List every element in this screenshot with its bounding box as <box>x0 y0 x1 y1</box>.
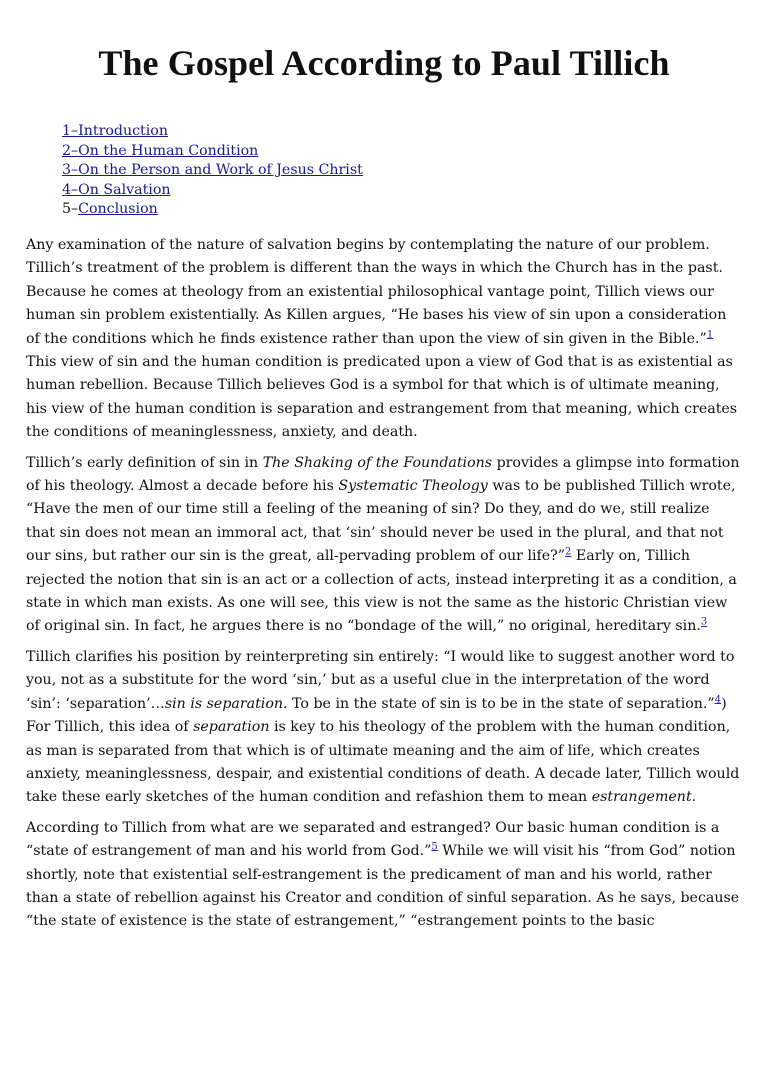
emphasis-estrangement: estrangement <box>591 789 692 806</box>
toc-number-conclusion: 5– <box>62 201 79 218</box>
footnote-link-5[interactable]: 5 <box>431 841 438 853</box>
body-paragraph-2: Tillich’s early definition of sin in The Shaking of the Foundations provides a glimpse into formation of his theology. Almost a decade before his Systematic Theology was to be published Tillich wrote, “Have the men of our time still a feeling of the meaning of sin? Do they, and do we, still realize that sin does not mean an immoral act, that ‘sin’ should never be used in the plural, and that not our sins, but rather our sin is the great, all-pervading problem of our life?”$^2$ Early on, Tillich rejected the notion that sin is an act or a collection of acts, instead interpreting it as a condition, a state in which man exists. As one will see, this view is not the same as the historic Christian view of original sin. In fact, he argues there is no “bondage of the will,” no original, hereditary sin.$^3$ <box>26 454 740 635</box>
toc-link-conclusion[interactable]: Conclusion <box>78 201 158 218</box>
toc-link-salvation[interactable]: 4–On Salvation <box>62 181 171 198</box>
toc-link-human-condition[interactable]: 2–On the Human Condition <box>62 142 259 159</box>
footnote-ref-1 <box>707 329 713 340</box>
body-paragraph-4: According to Tillich from what are we separated and estranged? Our basic human condition is a “state of estrangement of man and his world from God.”$^5$ While we will visit his “from God” notion shortly, note that existential self-estrangement is the predicament of man and his world, rather than a state of rebellion against his Creator and condition of sinful separation. As he says, because “the state of existence is the state of estrangement,” “estrangement points to the basic <box>26 819 740 930</box>
book-title-shaking-foundations: The Shaking of the Foundations <box>262 454 493 471</box>
footnote-link-4[interactable]: 4 <box>714 693 722 705</box>
body-paragraph-1: Any examination of the nature of salvation begins by contemplating the nature of our problem. Tillich’s treatment of the problem is different than the ways in which the Church has in the past. Because he comes at theology from an existential philosophical vantage point, Tillich views our human sin problem existentially. As Killen argues, “He bases his view of sin upon a consideration of the conditions which he finds existence rather than upon the view of sin given in the Bible.”$^1$ This view of sin and the human condition is predicated upon a view of God that is as existential as human rebellion. Because Tillich believes God is a symbol for that which is of ultimate meaning, his view of the human condition is separation and estrangement from that meaning, which creates the conditions of meaninglessness, anxiety, and death. <box>26 236 738 441</box>
page-title: The Gospel According to Paul Tillich <box>98 43 670 83</box>
footnote-link-1[interactable]: 1 <box>706 328 714 340</box>
toc-entry-conclusion <box>62 200 742 220</box>
toc-entry-person-work-christ <box>62 161 742 181</box>
toc-entry-human-condition <box>62 142 742 162</box>
toc-link-person-work-christ[interactable]: 3–On the Person and Work of Jesus Christ <box>62 162 363 179</box>
emphasis-separation: separation <box>193 719 270 736</box>
emphasis-sin-is-separation: sin is separation. <box>164 695 288 712</box>
document-page <box>0 42 768 934</box>
footnote-link-2[interactable]: 2 <box>565 546 572 558</box>
body-paragraph-3: Tillich clarifies his position by reinterpreting sin entirely: “I would like to suggest another word to you, not as a substitute for the word ‘sin,’ but as a useful clue in the interpretation of the word ‘sin’: ‘separation’…sin is separation. To be in the state of sin is to be in the state of separation.”$^4$) For Tillich, this idea of separation is key to his theology of the problem with the human condition, as man is separated from that which is of ultimate meaning and the aim of life, which creates anxiety, meaninglessness, despair, and existential conditions of death. A decade later, Tillich would take these early sketches of the human condition and refashion them to mean estrangement. <box>26 648 740 806</box>
footnote-link-3[interactable]: 3 <box>700 616 708 628</box>
toc-entry-introduction <box>62 122 742 142</box>
book-title-systematic-theology: Systematic Theology <box>338 478 488 495</box>
toc-entry-salvation <box>62 181 742 201</box>
toc-link-introduction[interactable]: 1–Introduction <box>62 123 168 139</box>
table-of-contents <box>62 122 742 220</box>
footnote-ref-3 <box>701 617 707 628</box>
